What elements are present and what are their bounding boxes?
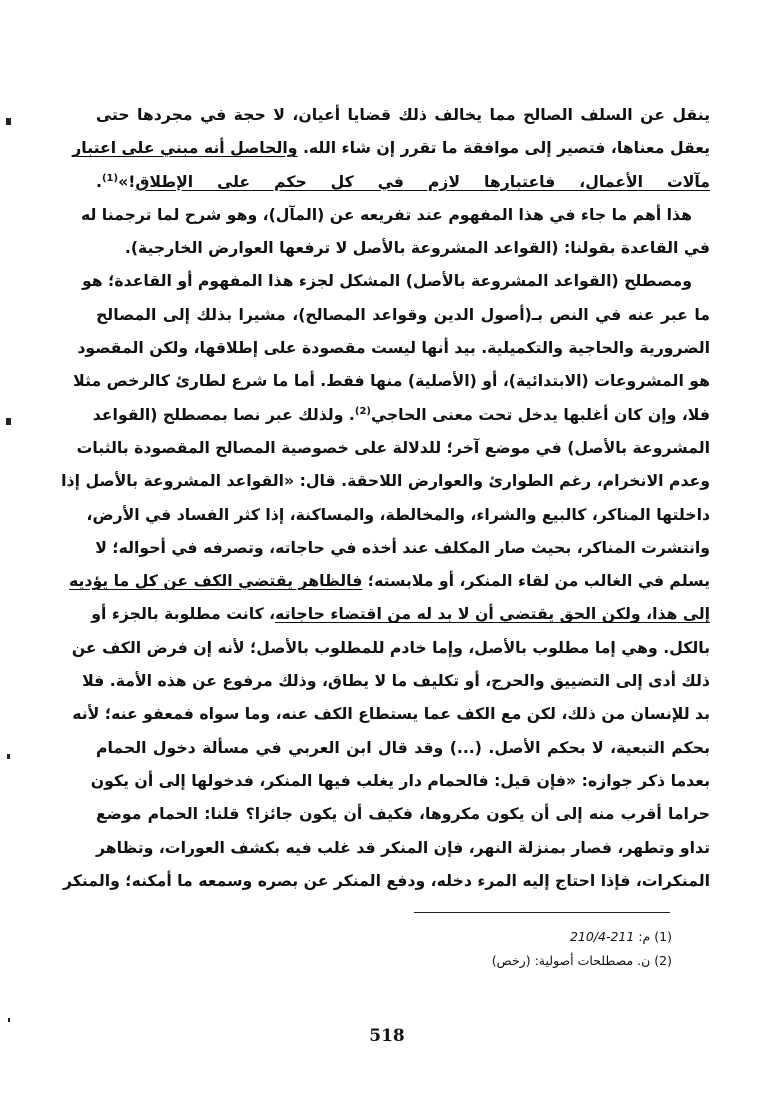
text-line <box>73 364 710 397</box>
text-line <box>76 431 710 464</box>
line-text: في القاعدة بقولنا: (القواعد المشروعة بالأصل لا ترفعها العوارض الخارجية). <box>124 238 710 258</box>
line-text: وانتشرت المناكر، بحيث صار المكلف عند أخذه في حاجاته، وتصرفه في أحواله؛ لا <box>95 537 710 557</box>
line-text: تداو وتطهر، فصار بمنزلة النهر، فإن المنكر قد غلب فيه بكشف العورات، وتظاهر <box>95 837 710 857</box>
scan-mark-3 <box>7 754 10 759</box>
line-text: !» <box>118 171 136 191</box>
text-line <box>63 864 710 897</box>
line-text: بحكم التبعية، لا بحكم الأصل. (...) وقد قال ابن العربي في مسألة دخول الحمام <box>96 737 710 757</box>
line-text: الضرورية والحاجية والتكميلية. بيد أنها ليست مقصودة على إطلاقها، ولكن المقصود <box>77 338 710 358</box>
line-text: المنكرات، فإذا احتاج إليه المرء دخله، ودفع المنكر عن بصره وسمعه ما أمكنه؛ والمنكر <box>63 870 710 890</box>
text-line <box>96 797 710 830</box>
text-line <box>86 498 710 531</box>
text-line <box>96 165 710 198</box>
text-line <box>96 831 710 864</box>
scan-mark-4 <box>8 1018 10 1022</box>
text-line <box>71 631 710 664</box>
text-line <box>90 764 710 797</box>
body-text <box>61 98 710 897</box>
text-line <box>61 464 710 497</box>
scan-mark-1 <box>6 118 11 125</box>
line-text: داخلتها المناكر، كالبيع والشراء، والمخالطة، والمساكنة، إذا كثر الفساد في الأرض، <box>86 504 710 524</box>
line-text: ذلك أدى إلى التضييق والحرج، أو تكليف ما لا يطاق، وذلك مرفوع عن هذه الأمة. فلا <box>82 671 710 691</box>
page-number: 518 <box>369 1026 405 1046</box>
line-text: وعدم الانخرام، رغم الطوارئ والعوارض اللاحقة. قال: «القواعد المشروعة بالأصل إذا <box>61 471 710 491</box>
text-line <box>80 198 710 231</box>
line-text: . ولذلك عبر نصا بمصطلح (القواعد <box>92 404 355 424</box>
line-text: بعدما ذكر جوازه: «فإن قيل: فالحمام دار يغلب فيها المنكر، فدخولها إلى أن يكون <box>90 770 710 790</box>
line-text: بالكل. وهي إما مطلوب بالأصل، وإما خادم للمطلوب بالأصل؛ لأنه إن فرض الكف عن <box>71 637 710 657</box>
line-text: هو المشروعات (الابتدائية)، أو (الأصلية) منها فقط. أما ما شرع لطارئ كالرخص مثلا <box>73 371 710 391</box>
line-text: إلى هذا، ولكن الحق يقتضي أن لا بد له من اقتضاء حاجاته <box>275 604 710 624</box>
line-text: المشروعة بالأصل) في موضع آخر؛ للدلالة على خصوصية المصالح المقصودة بالثبات <box>76 437 710 457</box>
line-text: حراما أقرب منه إلى أن يكون مكروها، فكيف أن يكون جائزا؟ قلنا: الحمام موضع <box>96 804 710 824</box>
line-text: بد للإنسان من ذلك، لكن مع الكف عما يستطاع الكف عنه، وما سواه فمعفو عنه؛ لأنه <box>72 704 710 724</box>
line-text: فالظاهر يقتضي الكف عن كل ما يؤديه <box>68 571 363 591</box>
line-text: يعقل معناها، فتصير إلى موافقة ما تقرر إن شاء الله. <box>297 138 710 158</box>
text-line <box>82 664 710 697</box>
text-line <box>72 131 710 164</box>
text-line <box>92 398 710 431</box>
line-text: ما عبر عنه في النص بـ(أصول الدين وقواعد المصالح)، مشيرا بذلك إلى المصالح <box>96 304 710 324</box>
footnote-separator <box>414 912 670 913</box>
line-text: ومصطلح (القواعد المشروعة بالأصل) المشكل لجزء هذا المفهوم أو القاعدة؛ هو <box>81 271 692 291</box>
line-text: يسلم في الغالب من لقاء المنكر، أو ملابسته؛ <box>362 571 710 591</box>
line-text: فلا، وإن كان أغلبها يدخل تحت معنى الحاجي <box>371 404 710 424</box>
text-line <box>96 298 710 331</box>
line-text: . <box>96 171 102 191</box>
footnote-ref: (2) <box>354 405 371 417</box>
text-line <box>77 331 710 364</box>
text-line <box>96 231 710 264</box>
footnote-ref: (1) <box>101 172 119 184</box>
footnote-2: (2) ن. مصطلحات أصولية: (رخص) <box>491 953 672 968</box>
text-line <box>72 697 710 730</box>
footnotes <box>300 925 672 973</box>
text-line <box>96 98 710 131</box>
line-text: ، كانت مطلوبة بالجزء أو <box>91 604 276 624</box>
footnote-1: (1) م: 211-210/4 <box>569 929 672 944</box>
line-text: هذا أهم ما جاء في هذا المفهوم عند تفريعه عن (المآل)، وهو شرح لما ترجمنا له <box>80 204 692 224</box>
text-line <box>68 564 710 597</box>
line-text: والحاصل أنه مبني على اعتبار <box>72 138 298 158</box>
line-text: مآلات الأعمال، فاعتبارها لازم في كل حكم على الإطلاق <box>135 171 710 191</box>
text-line <box>81 264 710 297</box>
scan-mark-2 <box>6 418 11 425</box>
text-line <box>91 597 710 630</box>
text-line <box>96 531 710 564</box>
text-line <box>96 731 710 764</box>
line-text: ينقل عن السلف الصالح مما يخالف ذلك قضايا أعيان، لا حجة في مجردها حتى <box>96 105 710 124</box>
